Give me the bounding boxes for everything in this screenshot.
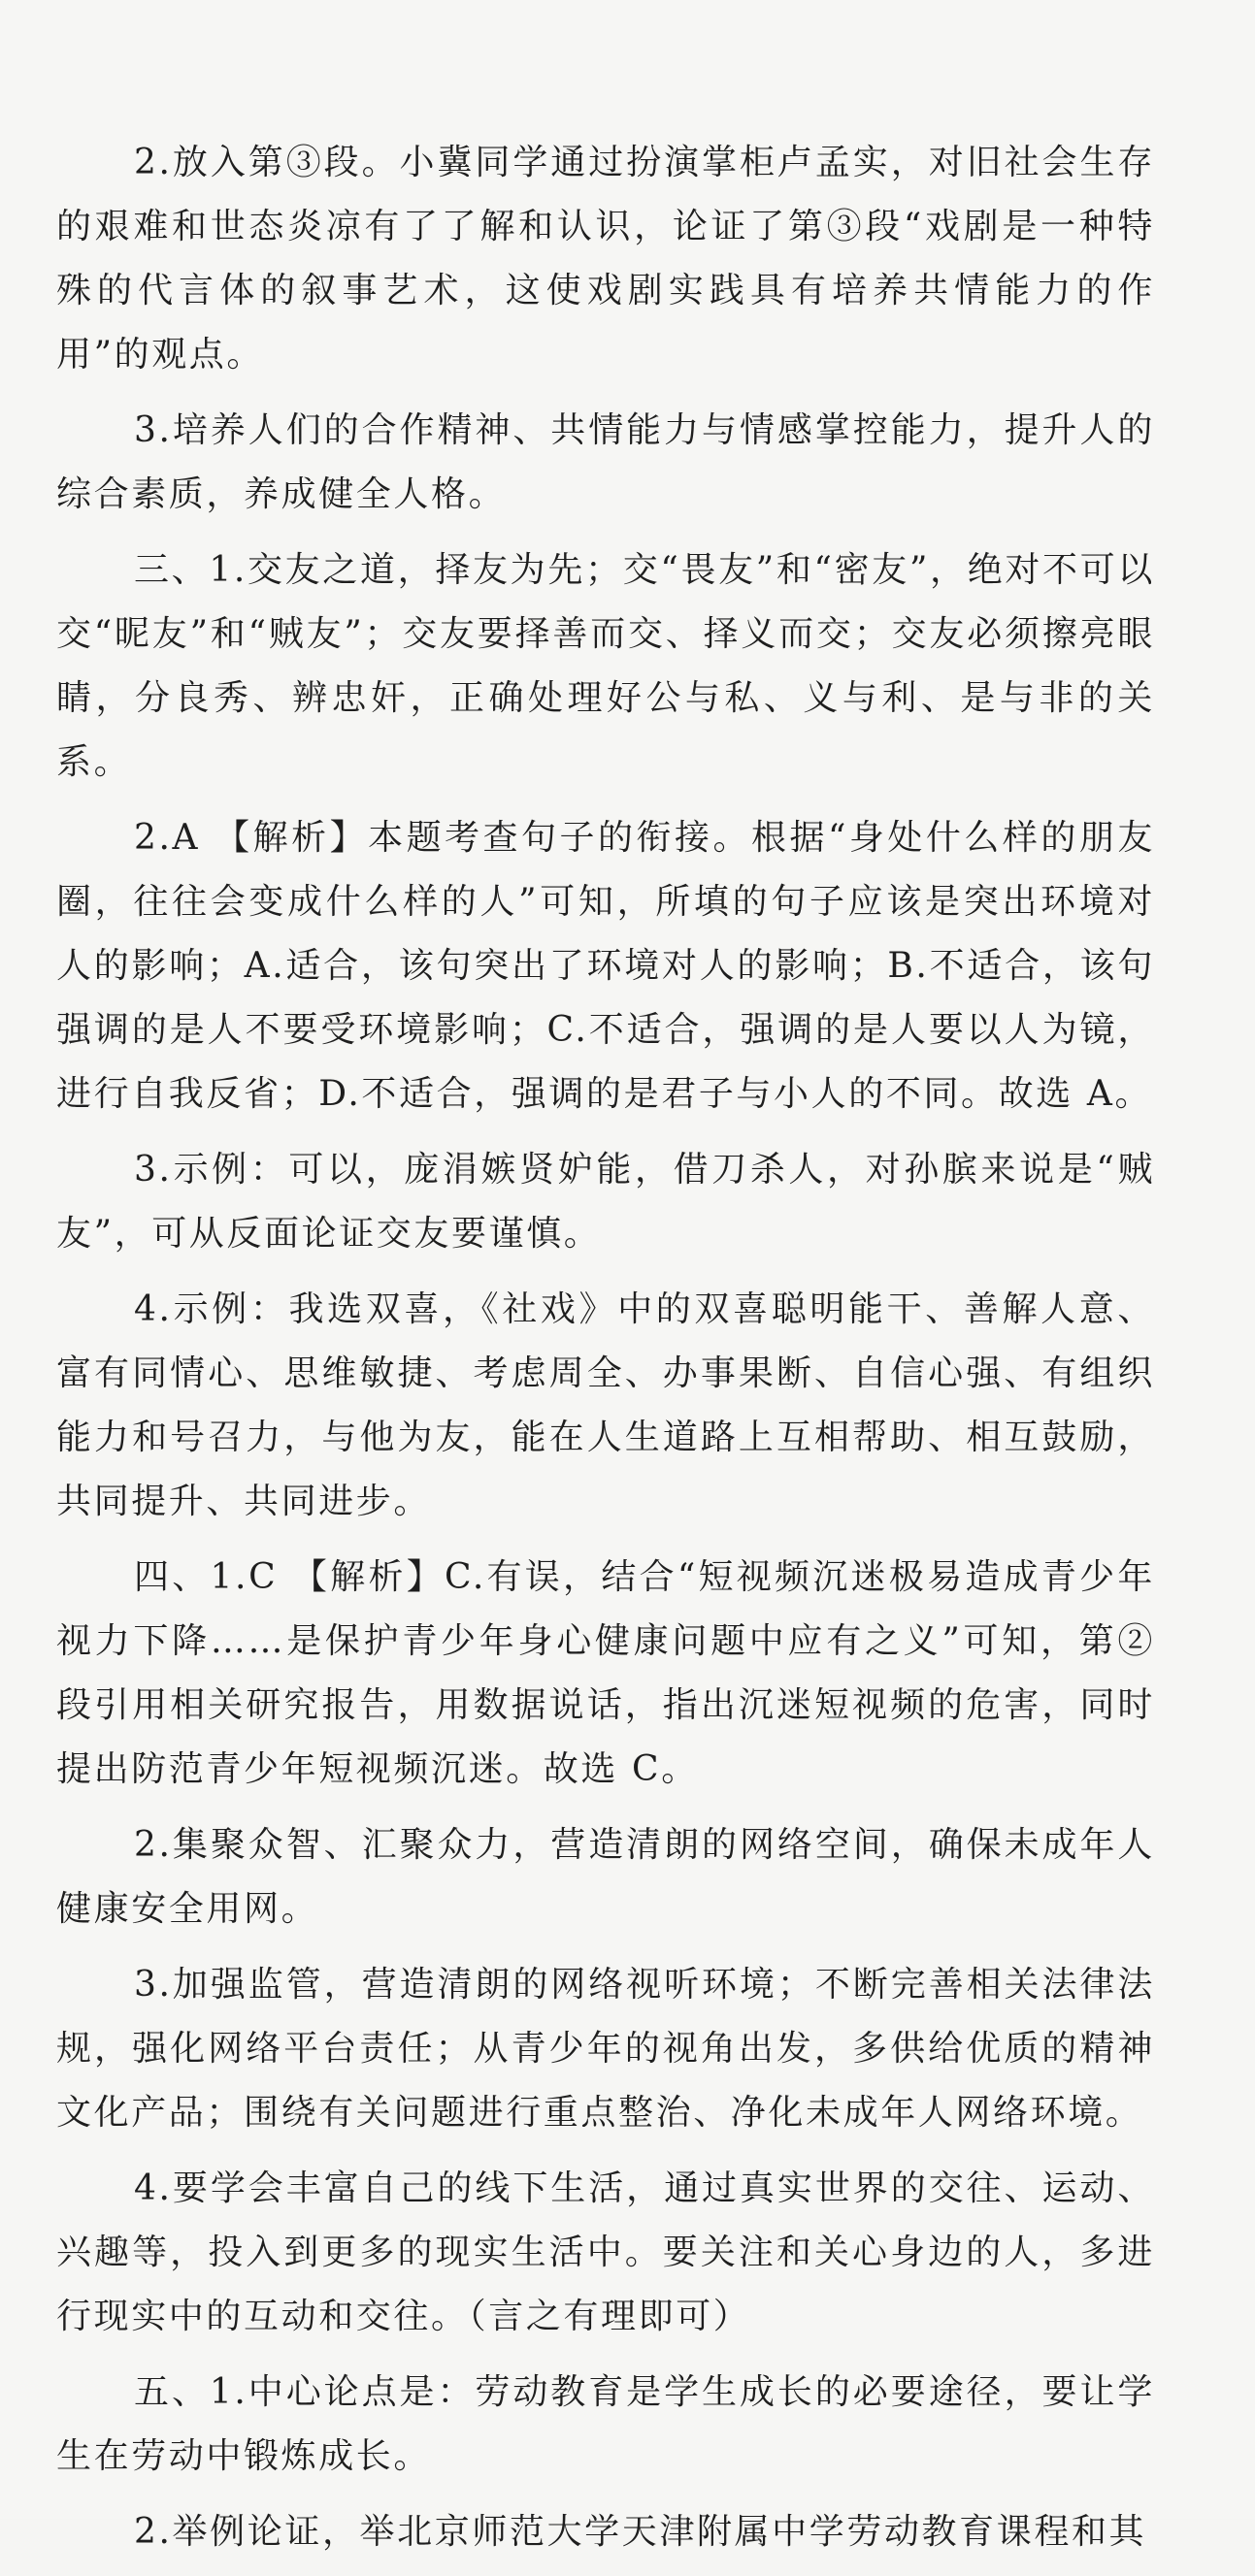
answer-paragraph: 4.示例：我选双喜，《社戏》中的双喜聪明能干、善解人意、富有同情心、思维敏捷、考虑周全、办事果断、自信心强、有组织能力和号召力，与他为友，能在人生道路上互相帮助、相互鼓励，共同提升、共同进步。: [56, 1289, 1155, 1521]
answer-paragraph: 2.集聚众智、汇聚众力，营造清朗的网络空间，确保未成年人健康安全用网。: [56, 1825, 1155, 1929]
answer-paragraph: 五、1.中心论点是：劳动教育是学生成长的必要途径，要让学生在劳动中锻炼成长。: [56, 2372, 1155, 2476]
answer-paragraph: 3.培养人们的合作精神、共情能力与情感掌控能力，提升人的综合素质，养成健全人格。: [56, 410, 1155, 514]
answer-paragraph: 2.举例论证，举北京师范大学天津附属中学劳动教育课程和其: [134, 2512, 1147, 2552]
answer-paragraph: 3.示例：可以，庞涓嫉贤妒能，借刀杀人，对孙膑来说是“贼友”，可从反面论证交友要谨慎。: [56, 1150, 1155, 1254]
answer-paragraph: 三、1.交友之道，择友为先；交“畏友”和“密友”，绝对不可以交“昵友”和“贼友”；交友要择善而交、择义而交；交友必须擦亮眼睛，分良秀、辨忠奸，正确处理好公与私、义与利、是与非的关系。: [56, 550, 1155, 782]
answer-paragraph: 4.要学会丰富自己的线下生活，通过真实世界的交往、运动、兴趣等，投入到更多的现实生活中。要关注和关心身边的人，多进行现实中的互动和交往。（言之有理即可）: [56, 2168, 1155, 2336]
answer-paragraph: 2.放入第③段。小冀同学通过扮演掌柜卢孟实，对旧社会生存的艰难和世态炎凉有了了解和认识，论证了第③段“戏剧是一种特殊的代言体的叙事艺术，这使戏剧实践具有培养共情能力的作用”的观点。: [56, 143, 1155, 375]
answer-paragraph: 2.A 【解析】本题考查句子的衔接。根据“身处什么样的朋友圈，往往会变成什么样的人”可知，所填的句子应该是突出环境对人的影响；A.适合，该句突出了环境对人的影响；B.不适合，该句强调的是人不要受环境影响；C.不适合，强调的是人要以人为镜，进行自我反省；D.不适合，强调的是君子与小人的不同。故选 A。: [56, 818, 1155, 1114]
answer-paragraph: 四、1.C 【解析】C.有误，结合“短视频沉迷极易造成青少年视力下降……是保护青少年身心健康问题中应有之义”可知，第②段引用相关研究报告，用数据说话，指出沉迷短视频的危害，同时提出防范青少年短视频沉迷。故选 C。: [56, 1557, 1155, 1789]
answer-text-body: [56, 131, 1155, 2576]
answer-paragraph: 3.加强监管，营造清朗的网络视听环境；不断完善相关法律法规，强化网络平台责任；从青少年的视角出发，多供给优质的精神文化产品；围绕有关问题进行重点整治、净化未成年人网络环境。: [56, 1965, 1155, 2133]
